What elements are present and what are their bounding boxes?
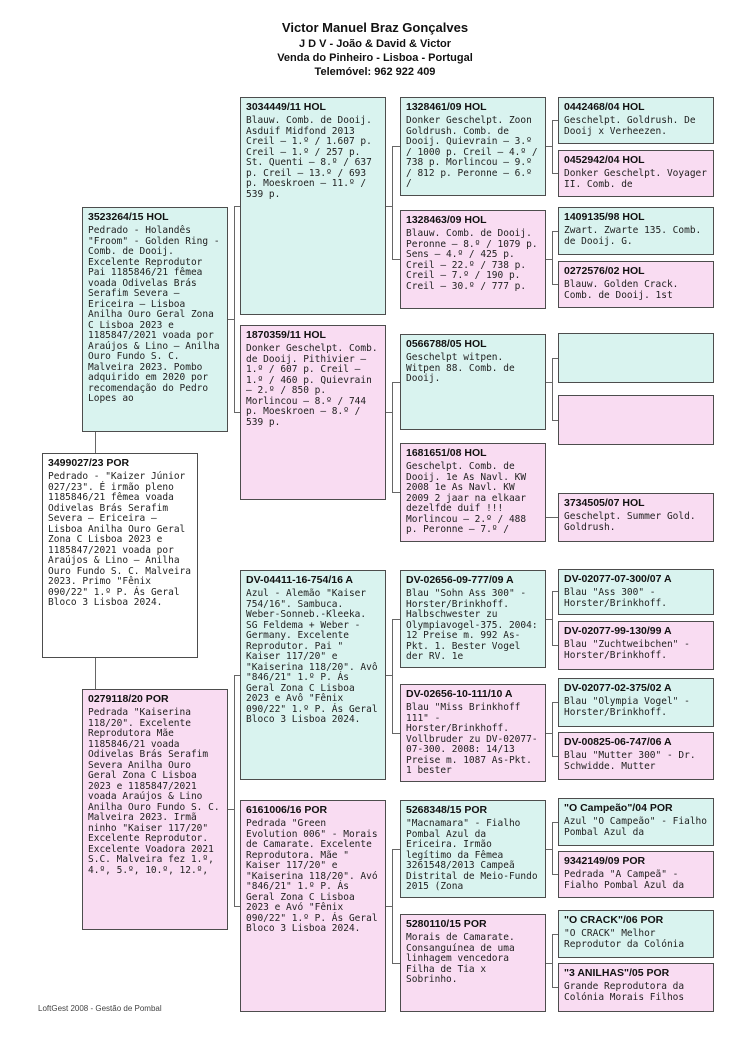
pedigree-box-dsd: [400, 684, 546, 782]
pedigree-box-sire-dam: [240, 325, 386, 500]
pedigree-box-ddds: [558, 910, 714, 958]
connector-line: [234, 906, 240, 907]
pigeon-description: "O CRACK" Melhor Reprodutor da Colónia: [564, 928, 685, 950]
software-credit: LoftGest 2008 - Gestão de Pombal: [38, 1004, 162, 1013]
ring-number: 0442468/04 HOL: [564, 101, 645, 113]
pigeon-description: Blauw. Comb. de Dooij. Asduif Midfond 2013 Creil – 1.º / 1.607 p. Creil – 1.º / 257 p. St. Quenti – 8.º / 637 p. Creil – 13.º / 693 p. Moeskroen – 11.º / 539 p.: [246, 115, 372, 200]
ring-number: 5268348/15 POR: [406, 804, 488, 816]
connector-line: [552, 934, 553, 988]
pigeon-description: Blau "Ass 300" - Horster/Brinkhoff.: [564, 587, 667, 609]
ring-number: 1870359/11 HOL: [246, 329, 326, 341]
pigeon-description: Blauw. Golden Crack. Comb. de Dooij. 1st: [564, 279, 679, 301]
pigeon-description: Blauw. Comb. de Dooij. Peronne – 8.º / 1079 p. Sens – 4.º / 425 p. Creil – 22.º / 738 p. Creil – 7.º / 190 p. Creil – 30.º / 777 p.: [406, 228, 538, 292]
pedigree-box-dam-sire: [240, 570, 386, 780]
ring-number: DV-02077-02-375/02 A: [564, 682, 672, 694]
ring-number: 1681651/08 HOL: [406, 447, 487, 459]
pigeon-description: Geschelpt witpen. Witpen 88. Comb. de Dooij.: [406, 352, 515, 384]
connector-line: [552, 934, 558, 935]
pigeon-description: Geschelpt. Goldrush. De Dooij x Verheezen.: [564, 115, 696, 137]
ring-number: DV-00825-06-747/06 A: [564, 736, 672, 748]
pedigree-box-sssd: [558, 150, 714, 197]
pedigree-box-ssds: [558, 207, 714, 255]
connector-line: [552, 358, 553, 421]
loft-name: J D V - João & David & Victor: [298, 38, 451, 50]
pigeon-description: Geschelpt. Summer Gold. Goldrush.: [564, 511, 696, 533]
connector-line: [552, 591, 558, 592]
connector-line: [392, 146, 393, 260]
ring-number: "O Campeão"/04 POR: [564, 802, 673, 814]
pedigree-box-ssdd: [558, 261, 714, 308]
pigeon-description: Blau "Sohn Ass 300" - Horster/Brinkhoff. Halbschwester zu Olympiavogel-375. 2004: 12 Preise m. 992 As-Pkt. 1. Bester Vogel der RV. 1e: [406, 588, 538, 662]
connector-line: [392, 619, 393, 734]
pigeon-description: Pedrado - "Kaizer Júnior 027/23". É irmão pleno 1185846/21 fêmea voada Odivelas Brás Serafim Severa – Ericeira – Lisboa Anilha Ouro Geral Zona C Lisboa 2023 e 1185847/2021 voada por Araújos & Lino – Anilha Ouro Fundo S. C. Malveira 2023. Primo "Fênix 090/22" 1.º P. Ás Geral Bloco 3 Lisboa 2024.: [48, 471, 191, 608]
connector-line: [546, 517, 558, 518]
phone: Telemóvel: 962 922 409: [314, 66, 436, 78]
ring-number: "O CRACK"/06 POR: [564, 914, 664, 926]
pigeon-description: Blau "Olympia Vogel" - Horster/Brinkhoff.: [564, 696, 690, 718]
connector-line: [234, 412, 240, 413]
pedigree-box-dsds: [558, 678, 714, 727]
pigeon-description: Azul "O Campeão" - Fialho Pombal Azul da: [564, 816, 707, 838]
ring-number: 0566788/05 HOL: [406, 338, 487, 350]
pigeon-description: Zwart. Zwarte 135. Comb. de Dooij. G.: [564, 225, 702, 247]
connector-line: [392, 849, 393, 964]
pedigree-box-dam: [82, 689, 228, 930]
pedigree-box-sdsd-empty: [558, 395, 714, 445]
ring-number: 5280110/15 POR: [406, 918, 487, 930]
connector-line: [552, 591, 553, 646]
connector-line: [552, 120, 558, 121]
pedigree-box-dssd: [558, 621, 714, 670]
connector-line: [552, 420, 558, 421]
pedigree-box-ssd: [400, 210, 546, 309]
ring-number: 3499027/23 POR: [48, 457, 130, 469]
pedigree-box-ddd: [400, 914, 546, 1012]
pigeon-description: Donker Geschelpt. Zoon Goldrush. Comb. de Dooij. Quievrain – 3.º / 1000 p. Creil – 4.º / 738 p. Morlincou – 9.º / 812 p. Peronne – 6.º /: [406, 115, 538, 189]
ring-number: "3 ANILHAS"/05 POR: [564, 967, 670, 979]
pigeon-description: Azul - Alemão "Kaiser 754/16". Sambuca. Weber-Sonneb.-Kleeka. SG Feldema + Weber - Germany. Excelente Reprodutor. Pai " Kaiser 117/20" e "Kaiserina 118/20". Avô "846/21" 1.º P. Ás Geral Zona C Lisboa 2023 e Avô "Fênix 090/22" 1.º P. Ás Geral Bloco 3 Lisboa 2024.: [246, 588, 378, 725]
connector-line: [552, 173, 558, 174]
pedigree-box-sire-sire: [240, 97, 386, 315]
pigeon-description: Pedrado - Holandês "Froom" - Golden Ring - Comb. de Dooij. Excelente Reprodutor Pai 1185846/21 fêmea voada Odivelas Brás Serafim Severa – Ericeira – Lisboa Anilha Ouro Geral Zona C Lisboa 2023 e 1185847/2021 voada por Araújos & Lino – Anilha Ouro Fundo S. C. Malveira 2023. Pombo adquirido em 2020 por recomendação do Pedro Lopes ao: [88, 225, 220, 404]
ring-number: 6161006/16 POR: [246, 804, 328, 816]
connector-line: [552, 822, 558, 823]
ring-number: 0272576/02 HOL: [564, 265, 645, 277]
pigeon-description: Grande Reprodutora da Colónia Morais Filhos: [564, 981, 685, 1003]
connector-line: [95, 432, 96, 453]
breeder-name: Victor Manuel Braz Gonçalves: [281, 20, 469, 35]
connector-line: [552, 822, 553, 875]
connector-line: [392, 733, 400, 734]
ring-number: DV-02077-99-130/99 A: [564, 625, 672, 637]
pedigree-box-sire: [82, 207, 228, 432]
pigeon-description: Morais de Camarate. Consanguínea de uma linhagem vencedora Filha de Tia x Sobrinho.: [406, 932, 515, 985]
connector-line: [392, 619, 400, 620]
ring-number: 0279118/20 POR: [88, 693, 169, 705]
location: Venda do Pinheiro - Lisboa - Portugal: [277, 52, 473, 64]
pedigree-box-subject: [42, 453, 198, 658]
connector-line: [552, 358, 558, 359]
connector-line: [392, 382, 393, 493]
ring-number: DV-02077-07-300/07 A: [564, 573, 672, 585]
ring-number: 3523264/15 HOL: [88, 211, 169, 223]
pedigree-box-sddd: [558, 493, 714, 542]
pedigree-box-dsdd: [558, 732, 714, 780]
connector-line: [234, 206, 240, 207]
pigeon-description: Pedrada "Green Evolution 006" - Morais de Camarate. Excelente Reprodutora. Mãe " Kaiser 117/20" e "Kaiserina 118/20". Avó "846/21" 1.º P. Ás Geral Zona C Lisboa 2023 e Avó "Fênix 090/22" 1.º P. Ás Geral Bloco 3 Lisboa 2024.: [246, 818, 378, 934]
connector-line: [392, 492, 400, 493]
pedigree-box-dsss: [558, 569, 714, 615]
ring-number: DV-02656-09-777/09 A: [406, 574, 514, 586]
pigeon-description: "Macnamara" - Fialho Pombal Azul da Ericeira. Irmão legítimo da Fêmea 3261548/2013 Campeã Distrital de Meio-Fundo 2015 (Zona: [406, 818, 538, 892]
connector-line: [552, 284, 558, 285]
pedigree-box-sds: [400, 334, 546, 430]
pigeon-description: Geschelpt. Comb. de Dooij. 1e As Navl. KW 2008 1e As Navl. KW 2009 2 jaar na elkaar dezelfde duif !!! Morlincou – 2.º / 488 p. Peronne – 7.º /: [406, 461, 527, 535]
connector-line: [552, 120, 553, 174]
pigeon-description: Donker Geschelpt. Comb. de Dooij. Pithivier – 1.º / 607 p. Creil – 1.º / 460 p. Quievrain – 2.º / 850 p. Morlincou – 8.º / 744 p. Moeskroen – 8.º / 539 p.: [246, 343, 378, 428]
pigeon-description: Pedrada "A Campeã" - Fialho Pombal Azul da: [564, 869, 685, 891]
connector-line: [392, 146, 400, 147]
connector-line: [392, 963, 400, 964]
ring-number: DV-04411-16-754/16 A: [246, 574, 354, 586]
ring-number: 1328461/09 HOL: [406, 101, 487, 113]
pedigree-box-ddsd: [558, 851, 714, 898]
pigeon-description: Blau "Zuchtweibchen" - Horster/Brinkhoff.: [564, 639, 690, 661]
pigeon-description: Blau "Miss Brinkhoff 111" - Horster/Brinkhoff. Vollbruder zu DV-02077-07-300. 2008: 14/13 Preise m. 1087 As-Pkt. 1 bester: [406, 702, 538, 776]
ring-number: 0452942/04 HOL: [564, 154, 645, 166]
ring-number: 9342149/09 POR: [564, 855, 646, 867]
pigeon-description: Blau "Mutter 300" - Dr. Schwidde. Mutter: [564, 750, 696, 772]
pigeon-description: Donker Geschelpt. Voyager II. Comb. de: [564, 168, 707, 190]
ring-number: 1328463/09 HOL: [406, 214, 487, 226]
connector-line: [392, 259, 400, 260]
pedigree-box-sss: [400, 97, 546, 196]
connector-line: [552, 702, 553, 757]
connector-line: [552, 231, 553, 285]
connector-line: [95, 658, 96, 689]
connector-line: [392, 849, 400, 850]
ring-number: 1409135/98 HOL: [564, 211, 645, 223]
ring-number: 3734505/07 HOL: [564, 497, 645, 509]
pedigree-box-dss: [400, 570, 546, 668]
pedigree-box-dddd: [558, 963, 714, 1012]
pedigree-box-ssss: [558, 97, 714, 144]
connector-line: [392, 382, 400, 383]
connector-line: [552, 987, 558, 988]
pigeon-description: Pedrada "Kaiserina 118/20". Excelente Reprodutora Mãe 1185846/21 voada Odivelas Brás Serafim Severa Anilha Ouro Geral Zona C Lisboa 2023 e 1185847/2021 voada Araújos & Lino Anilha Ouro Fundo S. C. Malveira 2023. Irmã ninho "Kaiser 117/20" Excelente Reprodutor. Excelente Voadora 2021 S.C. Malveira fez 1.º, 4.º, 5.º, 10.º, 12.º,: [88, 707, 220, 876]
pedigree-box-dam-dam: [240, 800, 386, 1012]
pedigree-box-sdss-empty: [558, 333, 714, 383]
connector-line: [552, 645, 558, 646]
pedigree-box-dds: [400, 800, 546, 898]
ring-number: DV-02656-10-111/10 A: [406, 688, 513, 700]
connector-line: [234, 675, 240, 676]
connector-line: [234, 206, 235, 413]
connector-line: [552, 231, 558, 232]
connector-line: [552, 874, 558, 875]
connector-line: [552, 702, 558, 703]
pedigree-box-sdd: [400, 443, 546, 542]
connector-line: [552, 756, 558, 757]
ring-number: 3034449/11 HOL: [246, 101, 326, 113]
pedigree-box-ddss: [558, 798, 714, 846]
connector-line: [234, 675, 235, 907]
